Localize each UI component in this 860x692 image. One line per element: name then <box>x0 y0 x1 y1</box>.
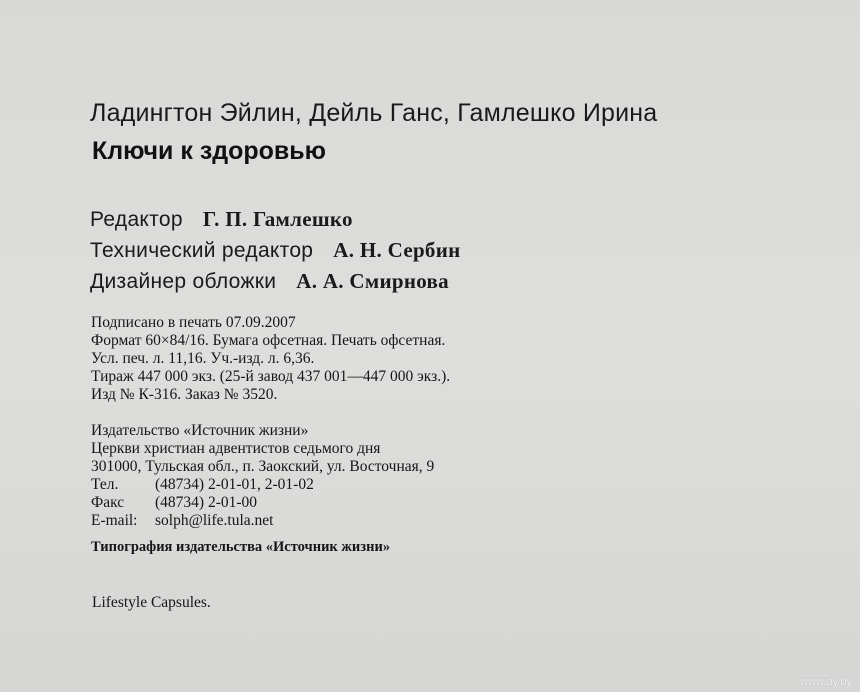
print-info-line: Формат 60×84/16. Бумага офсетная. Печать офсетная. <box>91 332 446 349</box>
contact-label: E-mail: <box>91 512 138 529</box>
contact-phone <box>91 476 434 494</box>
contact-fax <box>91 494 434 512</box>
print-info <box>91 314 450 404</box>
credit-name: А. А. Смирнова <box>296 269 449 293</box>
contact-email <box>91 512 434 530</box>
contact-value: (48734) 2-01-01, 2-01-02 <box>155 476 314 493</box>
print-info-line: Подписано в печать 07.09.2007 <box>91 314 296 331</box>
credit-cover-designer <box>90 269 449 294</box>
original-title-caption: Lifestyle Capsules. <box>92 594 211 611</box>
print-info-line: Тираж 447 000 экз. (25-й завод 437 001—447 000 экз.). <box>91 368 451 385</box>
credit-role: Редактор <box>90 208 183 231</box>
credit-role: Дизайнер обложки <box>90 270 277 293</box>
typography-line: Типография издательства «Источник жизни» <box>91 539 391 555</box>
credit-technical-editor <box>90 238 461 263</box>
contact-label: Тел. <box>91 476 119 493</box>
book-authors: Ладингтон Эйлин, Дейль Ганс, Гамлешко Ирина <box>90 99 658 127</box>
print-info-line: Усл. печ. л. 11,16. Уч.-изд. л. 6,36. <box>91 350 315 367</box>
contact-value: solph@life.tula.net <box>155 512 274 529</box>
contact-label: Факс <box>91 494 125 511</box>
credit-role: Технический редактор <box>90 239 314 262</box>
credit-editor <box>90 207 353 232</box>
contact-value: (48734) 2-01-00 <box>155 494 258 511</box>
watermark: www.ay.by <box>800 676 852 688</box>
publisher-info <box>91 422 434 530</box>
credit-name: Г. П. Гамлешко <box>202 207 353 231</box>
publisher-church: Церкви христиан адвентистов седьмого дня <box>91 440 381 457</box>
book-title: Ключи к здоровью <box>92 137 327 165</box>
credit-name: А. Н. Сербин <box>333 238 461 262</box>
print-info-line: Изд № К-316. Заказ № 3520. <box>91 386 278 403</box>
publisher-name: Издательство «Источник жизни» <box>91 422 309 439</box>
publisher-address: 301000, Тульская обл., п. Заокский, ул. Восточная, 9 <box>91 458 435 475</box>
